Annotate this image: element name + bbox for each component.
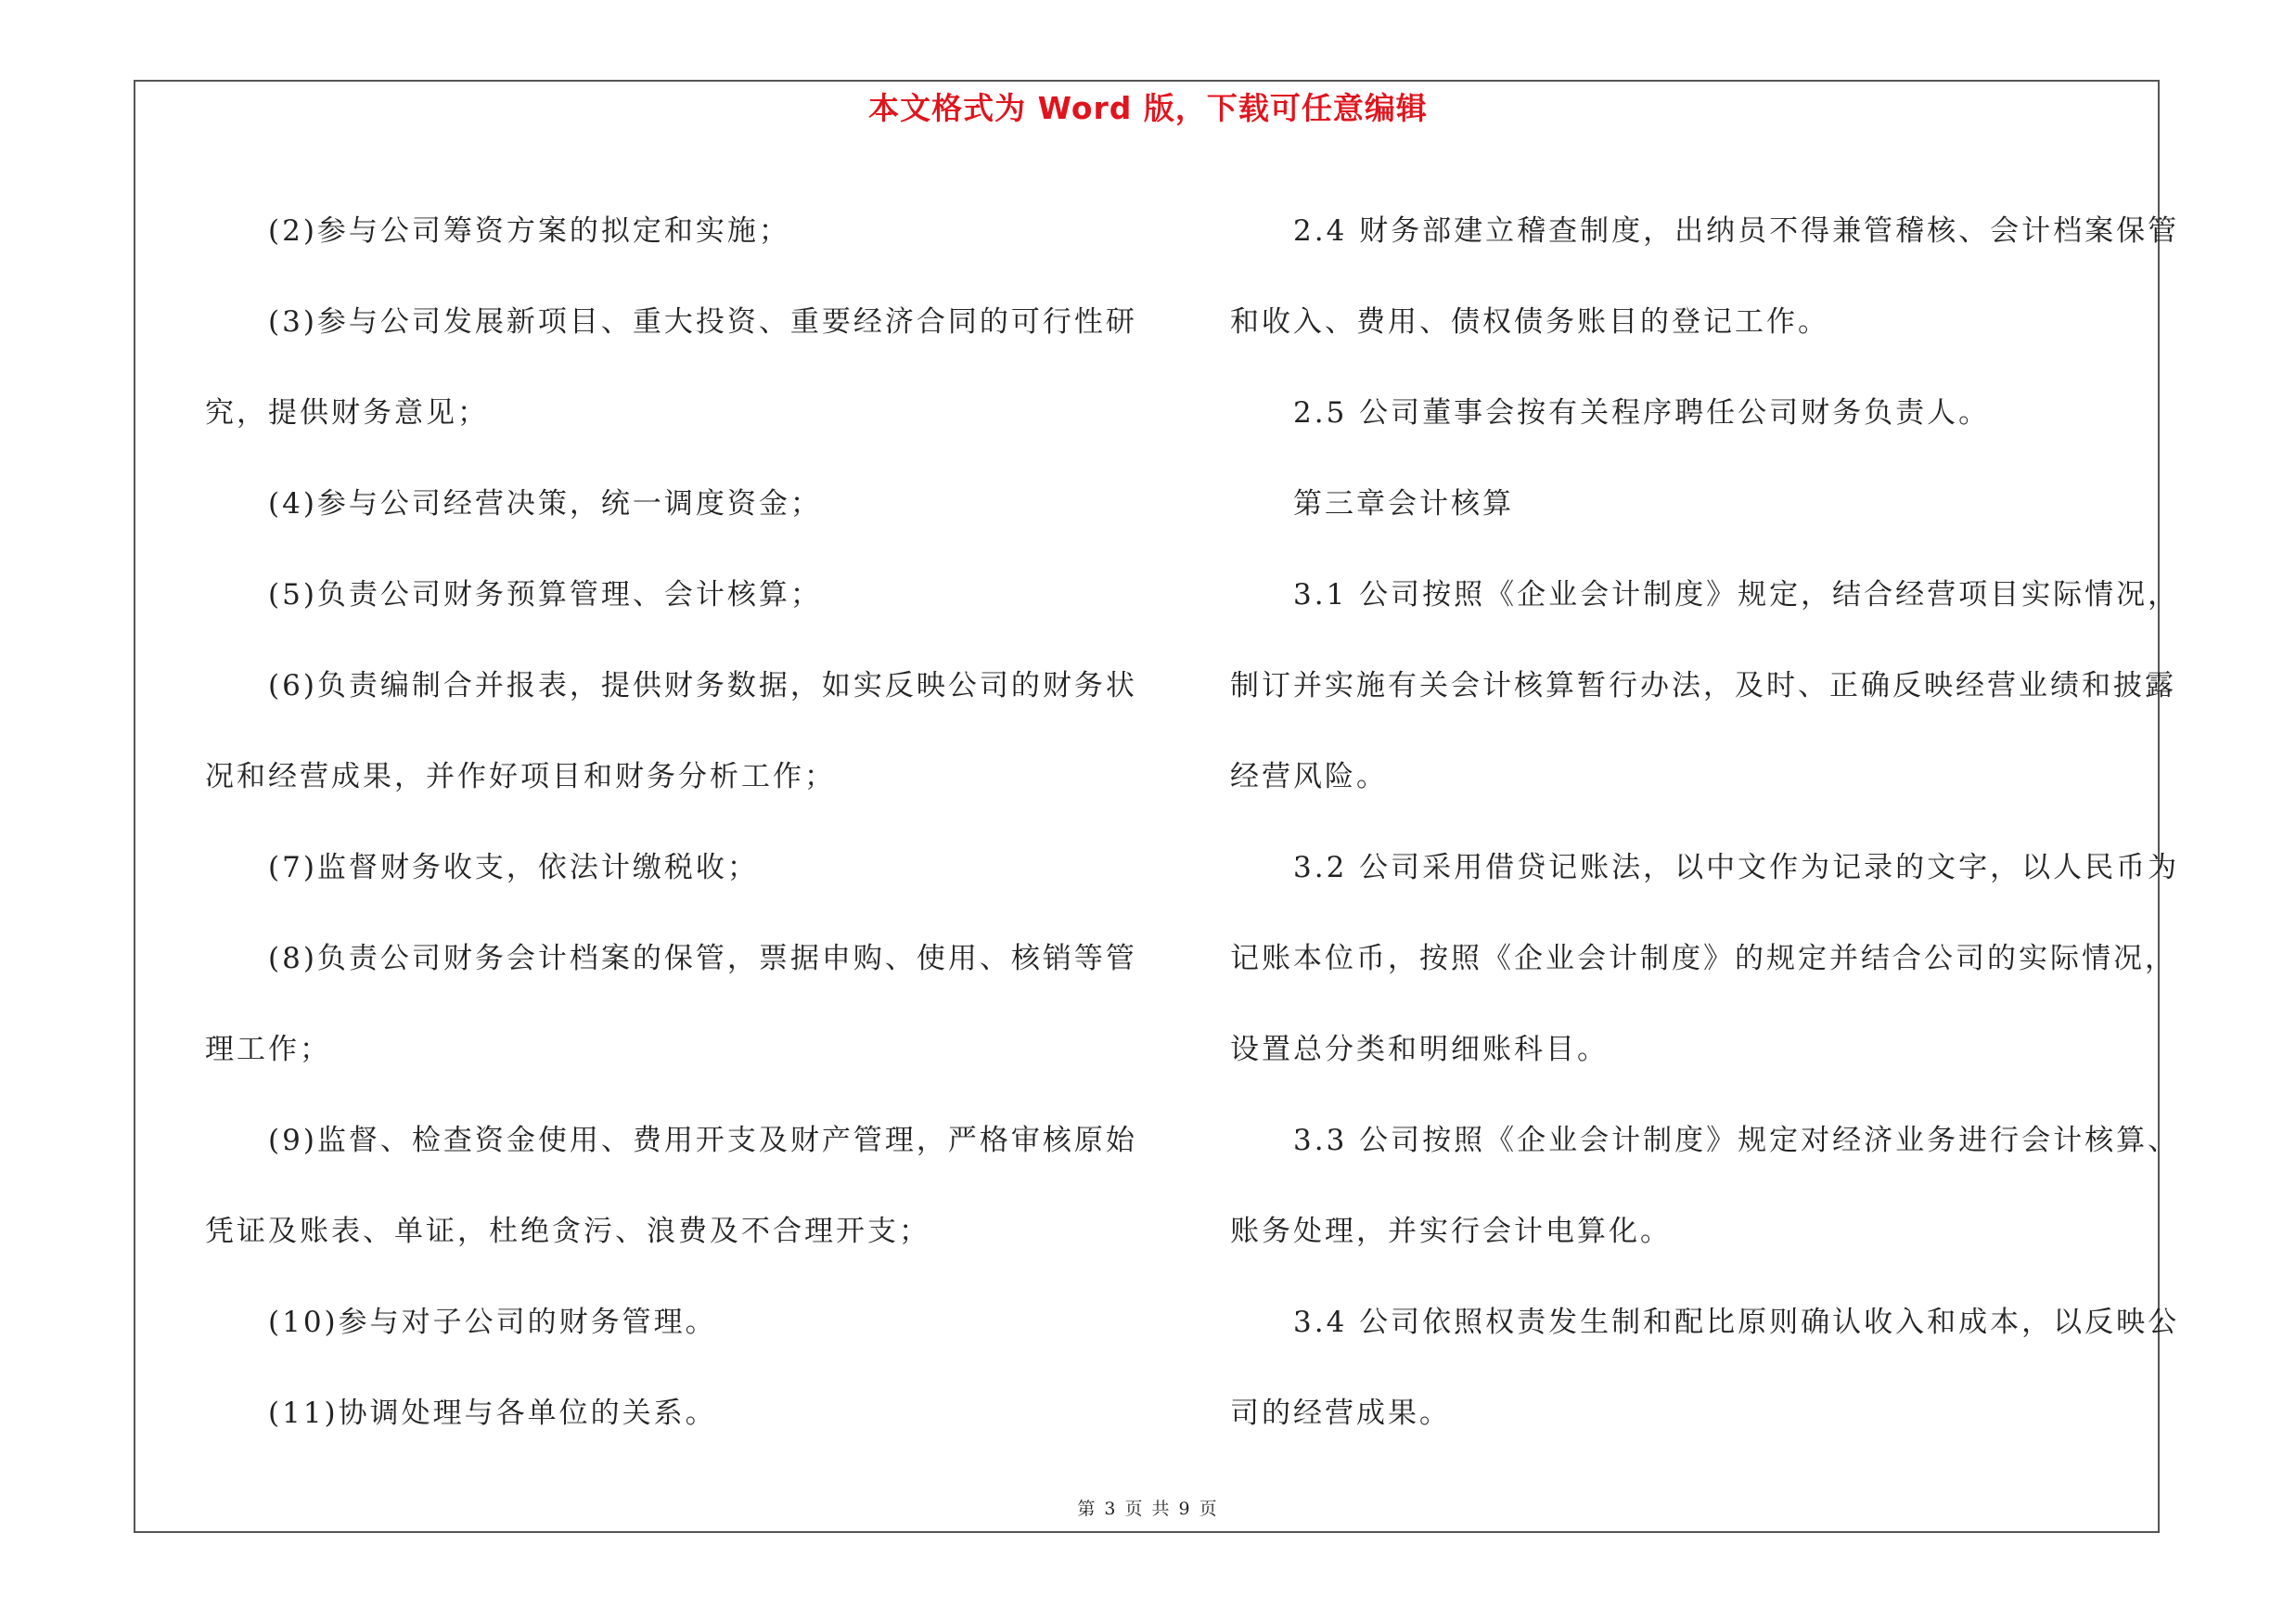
right-text-column — [1230, 186, 2180, 1459]
paragraph-line: 3.4 公司依照权责发生制和配比原则确认收入和成本，以反映公 — [1293, 1306, 2180, 1339]
paragraph-line: (6)负责编制合并报表，提供财务数据，如实反映公司的财务状 — [268, 669, 1137, 702]
paragraph-line: 况和经营成果，并作好项目和财务分析工作； — [205, 760, 836, 793]
paragraph-line: 3.3 公司按照《企业会计制度》规定对经济业务进行会计核算、 — [1293, 1124, 2180, 1157]
paragraph-line: (2)参与公司筹资方案的拟定和实施； — [268, 214, 790, 248]
paragraph-line: 司的经营成果。 — [1230, 1397, 1451, 1430]
paragraph-line: 第三章会计核算 — [1293, 487, 1514, 521]
paragraph-line: 3.2 公司采用借贷记账法，以中文作为记录的文字，以人民币为 — [1293, 851, 2180, 884]
page-number-footer: 第 3 页 共 9 页 — [1077, 1499, 1219, 1519]
paragraph-line: 制订并实施有关会计核算暂行办法，及时、正确反映经营业绩和披露 — [1230, 669, 2176, 702]
paragraph-line: (7)监督财务收支，依法计缴税收； — [268, 851, 759, 884]
paragraph-line: (10)参与对子公司的财务管理。 — [268, 1306, 717, 1339]
paragraph-line: (9)监督、检查资金使用、费用开支及财产管理，严格审核原始 — [268, 1124, 1137, 1157]
paragraph-line: (3)参与公司发展新项目、重大投资、重要经济合同的可行性研 — [268, 305, 1137, 339]
paragraph-line: 设置总分类和明细账科目。 — [1230, 1033, 1609, 1066]
paragraph-line: 2.4 财务部建立稽查制度，出纳员不得兼管稽核、会计档案保管 — [1293, 214, 2180, 248]
word-format-banner: 本文格式为 Word 版，下载可任意编辑 — [868, 90, 1428, 126]
paragraph-line: 经营风险。 — [1230, 760, 1388, 793]
paragraph-line: (11)协调处理与各单位的关系。 — [268, 1397, 717, 1430]
paragraph-line: 理工作； — [205, 1033, 331, 1066]
paragraph-line: 2.5 公司董事会按有关程序聘任公司财务负责人。 — [1293, 396, 1991, 430]
paragraph-line: 和收入、费用、债权债务账目的登记工作。 — [1230, 305, 1829, 339]
paragraph-line: 账务处理，并实行会计电算化。 — [1230, 1215, 1672, 1248]
paragraph-line: 3.1 公司按照《企业会计制度》规定，结合经营项目实际情况， — [1293, 578, 2180, 612]
paragraph-line: (4)参与公司经营决策，统一调度资金； — [268, 487, 822, 521]
paragraph-line: 记账本位币，按照《企业会计制度》的规定并结合公司的实际情况， — [1230, 942, 2176, 975]
paragraph-line: 究，提供财务意见； — [205, 396, 489, 430]
paragraph-line: (8)负责公司财务会计档案的保管，票据申购、使用、核销等管 — [268, 942, 1137, 975]
paragraph-line: 凭证及账表、单证，杜绝贪污、浪费及不合理开支； — [205, 1215, 930, 1248]
paragraph-line: (5)负责公司财务预算管理、会计核算； — [268, 578, 822, 612]
left-text-column — [205, 186, 1137, 1459]
